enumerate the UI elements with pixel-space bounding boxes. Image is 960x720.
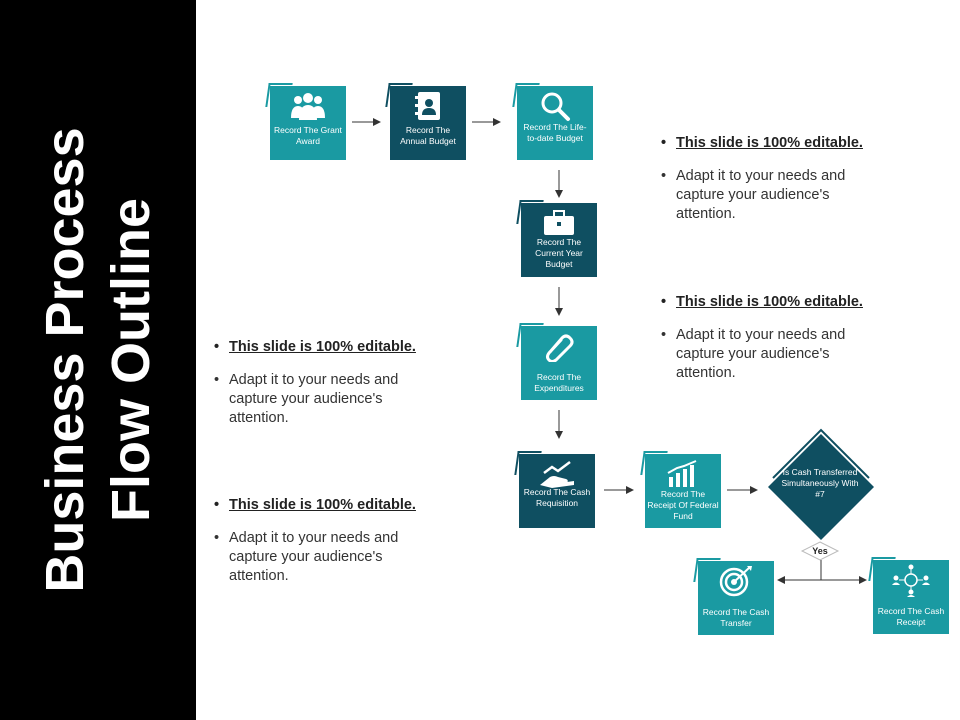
- team-icon: [270, 90, 346, 122]
- node-life-to-date-budget[interactable]: [517, 86, 593, 160]
- hand-growth-icon: [519, 458, 595, 490]
- node-current-year-budget[interactable]: [521, 203, 597, 277]
- network-icon: [873, 564, 949, 596]
- node-label: Record The Current Year Budget: [535, 237, 583, 269]
- node-label: Record The Cash Receipt: [877, 606, 945, 627]
- yes-label: Yes: [812, 546, 828, 556]
- node-label: Record The Grant Award: [274, 125, 342, 146]
- note-body: • Adapt it to your needs and capture your audience's attention.: [661, 326, 891, 383]
- note-heading: • This slide is 100% editable.: [661, 134, 891, 153]
- note-heading: • This slide is 100% editable.: [214, 338, 444, 357]
- decision-label: Is Cash Transferred Simultaneously With #7: [781, 467, 859, 499]
- note-heading: • This slide is 100% editable.: [214, 496, 444, 515]
- note-body: • Adapt it to your needs and capture your audience's attention.: [214, 371, 444, 428]
- node-grant-award[interactable]: [270, 86, 346, 160]
- node-cash-receipt[interactable]: [873, 560, 949, 634]
- node-label: Record The Annual Budget: [400, 125, 456, 146]
- bar-chart-icon: [645, 458, 721, 490]
- title-line-2: Flow Outline: [101, 198, 161, 522]
- briefcase-icon: [521, 207, 597, 239]
- node-cash-transfer[interactable]: [698, 561, 774, 635]
- paperclip-icon: [521, 330, 597, 362]
- magnifier-icon: [517, 90, 593, 122]
- node-expenditures[interactable]: [521, 326, 597, 400]
- target-icon: [698, 565, 774, 597]
- note-body: • Adapt it to your needs and capture your audience's attention.: [661, 167, 891, 224]
- node-label: Record The Cash Transfer: [702, 607, 770, 628]
- node-cash-requisition[interactable]: [519, 454, 595, 528]
- node-annual-budget[interactable]: [390, 86, 466, 160]
- note-body: • Adapt it to your needs and capture your audience's attention.: [214, 529, 444, 586]
- node-receipt-federal-fund[interactable]: [645, 454, 721, 528]
- node-label: Record The Expenditures: [534, 372, 584, 393]
- node-label: Record The Life-to-date Budget: [523, 122, 587, 143]
- title-line-1: Business Process: [35, 127, 95, 593]
- node-label: Record The Cash Requisition: [523, 487, 591, 508]
- note-top-right: [661, 134, 891, 224]
- node-label: Record The Receipt Of Federal Fund: [647, 489, 719, 521]
- note-heading: • This slide is 100% editable.: [661, 293, 891, 312]
- address-book-icon: [390, 90, 466, 122]
- note-lower-left: [214, 496, 444, 586]
- note-middle-right: [661, 293, 891, 383]
- note-upper-left: [214, 338, 444, 428]
